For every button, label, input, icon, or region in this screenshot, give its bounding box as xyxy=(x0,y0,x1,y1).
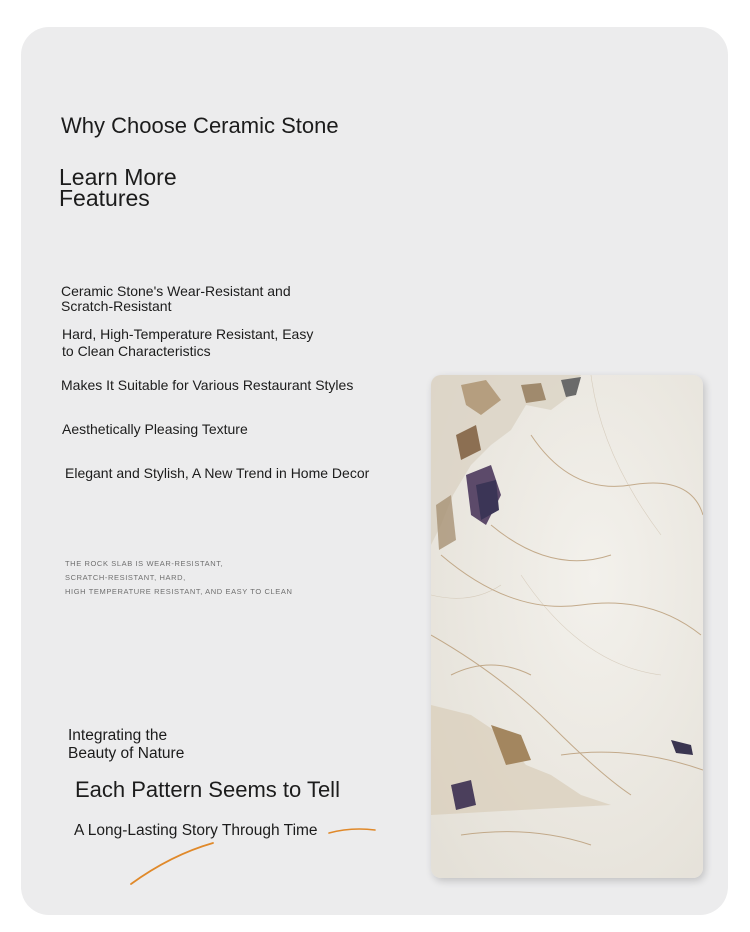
page-title: Why Choose Ceramic Stone xyxy=(61,113,339,138)
story-tagline: A Long-Lasting Story Through Time xyxy=(74,822,318,839)
feature-card xyxy=(21,27,728,915)
feature-item: Aesthetically Pleasing Texture xyxy=(62,421,248,437)
nature-heading: Integrating the Beauty of Nature xyxy=(68,727,185,762)
page-subtitle: Learn More Features xyxy=(59,164,177,211)
caption-text: THE ROCK SLAB IS WEAR-RESISTANT, SCRATCH-RESISTANT, HARD, HIGH TEMPERATURE RESISTANT, AND EASY TO CLEAN xyxy=(65,559,293,596)
feature-item: Elegant and Stylish, A New Trend in Home Decor xyxy=(65,465,370,481)
feature-item: Ceramic Stone's Wear-Resistant and Scratch-Resistant xyxy=(61,283,291,314)
ceramic-slab-image xyxy=(431,375,703,878)
pattern-heading: Each Pattern Seems to Tell xyxy=(75,777,340,802)
feature-item: Hard, High-Temperature Resistant, Easy to Clean Characteristics xyxy=(62,326,314,359)
feature-item: Makes It Suitable for Various Restaurant Styles xyxy=(61,377,354,393)
